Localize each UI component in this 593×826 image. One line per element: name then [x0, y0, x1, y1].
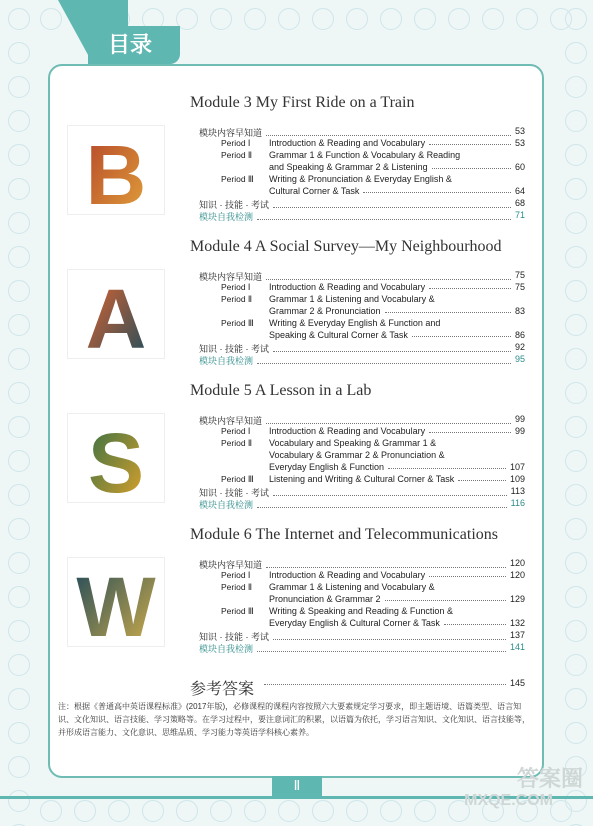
page-ref: 109: [509, 474, 525, 484]
period-entry[interactable]: [269, 318, 525, 328]
pattern-circle-icon: [380, 8, 402, 30]
period-entry[interactable]: [269, 462, 525, 472]
pattern-circle-icon: [565, 416, 587, 438]
period-text: Listening and Writing & Cultural Corner & Task: [269, 474, 455, 484]
watermark-url: MXQE.COM: [464, 792, 553, 809]
pattern-circle-icon: [8, 348, 30, 370]
page-ref: 99: [514, 426, 525, 436]
page-ref: 86: [514, 330, 525, 340]
pattern-circle-icon: [210, 800, 232, 822]
period-entry[interactable]: [269, 570, 525, 580]
toc-entry[interactable]: [199, 354, 525, 367]
module-letter: S: [87, 416, 145, 502]
period-text: Vocabulary and Speaking & Grammar 1 &: [269, 438, 437, 448]
module-heading[interactable]: Module 6 The Internet and Telecommunications: [190, 526, 498, 543]
pattern-circle-icon: [346, 8, 368, 30]
page-ref: 116: [510, 498, 525, 508]
period-text: and Speaking & Grammar 2 & Listening: [269, 162, 428, 172]
page-ref: 68: [514, 198, 525, 208]
page-ref: 75: [514, 270, 525, 280]
pattern-circle-icon: [8, 246, 30, 268]
pattern-circle-icon: [8, 42, 30, 64]
period-text: Cultural Corner & Task: [269, 186, 360, 196]
pattern-circle-icon: [550, 8, 572, 30]
period-text: Vocabulary & Grammar 2 & Pronunciation &: [269, 450, 445, 460]
page-number: Ⅱ: [272, 776, 322, 798]
period-text: Introduction & Reading and Vocabulary: [269, 138, 426, 148]
period-text: Grammar 2 & Pronunciation: [269, 306, 381, 316]
pattern-circle-icon: [278, 8, 300, 30]
pattern-circle-icon: [565, 552, 587, 574]
page-ref: 60: [514, 162, 525, 172]
period-entry[interactable]: [269, 138, 525, 148]
letter-illustration-icon: [68, 414, 164, 502]
pattern-circle-icon: [40, 8, 62, 30]
period-label: Period Ⅲ: [221, 318, 254, 328]
module-letter: B: [85, 128, 147, 214]
period-entry[interactable]: [269, 150, 525, 160]
module-letter-art: [68, 414, 164, 502]
period-entry[interactable]: [269, 294, 525, 304]
pattern-circle-icon: [210, 8, 232, 30]
page-ref: 113: [510, 486, 525, 496]
module-heading[interactable]: Module 4 A Social Survey—My Neighbourhood: [190, 238, 502, 255]
pattern-circle-icon: [565, 654, 587, 676]
pattern-circle-icon: [565, 518, 587, 540]
period-label: Period Ⅲ: [221, 606, 254, 616]
entry-label: 知识 · 技能 · 考试: [199, 344, 269, 354]
pattern-circle-icon: [8, 654, 30, 676]
entry-label: 知识 · 技能 · 考试: [199, 632, 269, 642]
answers-row[interactable]: [260, 678, 525, 688]
pattern-circle-icon: [550, 800, 572, 822]
page-ref: 120: [509, 558, 525, 568]
pattern-circle-icon: [74, 800, 96, 822]
page-ref: 92: [514, 342, 525, 352]
letter-illustration-icon: [68, 270, 164, 358]
period-text: Writing & Speaking and Reading & Function &: [269, 606, 453, 616]
period-entry[interactable]: [269, 174, 525, 184]
module-letter-art: [68, 126, 164, 214]
module-letter: A: [85, 272, 147, 358]
pattern-circle-icon: [108, 800, 130, 822]
pattern-circle-icon: [482, 8, 504, 30]
page-ref: 53: [514, 126, 525, 136]
period-label: Period Ⅱ: [221, 294, 253, 304]
period-label: Period Ⅰ: [221, 138, 251, 148]
pattern-circle-icon: [8, 552, 30, 574]
entry-label: 模块内容早知道: [199, 560, 263, 570]
pattern-circle-icon: [142, 800, 164, 822]
pattern-circle-icon: [565, 484, 587, 506]
entry-label: 模块内容早知道: [199, 128, 263, 138]
period-label: Period Ⅲ: [221, 174, 254, 184]
pattern-circle-icon: [565, 280, 587, 302]
page-ref: 99: [514, 414, 525, 424]
period-text: Everyday English & Function: [269, 462, 385, 472]
pattern-circle-icon: [8, 688, 30, 710]
period-entry[interactable]: [269, 426, 525, 436]
pattern-circle-icon: [8, 518, 30, 540]
pattern-circle-icon: [565, 144, 587, 166]
toc-entry[interactable]: [199, 498, 525, 511]
period-label: Period Ⅰ: [221, 282, 251, 292]
period-entry[interactable]: [269, 594, 525, 604]
pattern-circle-icon: [8, 110, 30, 132]
pattern-circle-icon: [565, 110, 587, 132]
page-ref: 64: [514, 186, 525, 196]
entry-label: 模块自我检测: [199, 644, 254, 654]
period-entry[interactable]: [269, 474, 525, 484]
pattern-circle-icon: [565, 178, 587, 200]
period-text: Grammar 1 & Listening and Vocabulary &: [269, 582, 435, 592]
pattern-circle-icon: [565, 382, 587, 404]
pattern-circle-icon: [565, 620, 587, 642]
period-label: Period Ⅰ: [221, 570, 251, 580]
pattern-circle-icon: [565, 314, 587, 336]
period-text: Introduction & Reading and Vocabulary: [269, 426, 426, 436]
letter-illustration-icon: [68, 126, 164, 214]
pattern-circle-icon: [565, 586, 587, 608]
pattern-circle-icon: [8, 620, 30, 642]
period-label: Period Ⅱ: [221, 150, 253, 160]
page-ref: 71: [514, 210, 525, 220]
pattern-circle-icon: [8, 450, 30, 472]
module-letter-art: [68, 558, 164, 646]
page-ref: 75: [514, 282, 525, 292]
pattern-circle-icon: [176, 800, 198, 822]
entry-label: 模块自我检测: [199, 356, 254, 366]
page-ref: 132: [509, 618, 525, 628]
entry-label: 知识 · 技能 · 考试: [199, 200, 269, 210]
pattern-circle-icon: [565, 246, 587, 268]
entry-label: 模块内容早知道: [199, 416, 263, 426]
toc-entry[interactable]: [199, 210, 525, 223]
period-entry[interactable]: [269, 162, 525, 172]
page-ref: 137: [509, 630, 525, 640]
pattern-circle-icon: [8, 76, 30, 98]
page-ref: 129: [509, 594, 525, 604]
period-text: Writing & Everyday English & Function and: [269, 318, 441, 328]
footnote: 注：根据《普通高中英语课程标准》(2017年版)，必修课程的课程内容按照六大要素规定学习要求，即主题语境、语篇类型、语言知识、文化知识、语言技能、学习策略等。在学习过程中，要注意词汇的积累，以语篇为依托，学习语言知识、文化知识、语言技能等，并形成语言能力、文化意识、思维品质、学习能力等英语学科核心素养。: [58, 702, 530, 737]
pattern-circle-icon: [312, 8, 334, 30]
period-label: Period Ⅲ: [221, 474, 254, 484]
page-title: 目录: [88, 26, 180, 64]
period-text: Pronunciation & Grammar 2: [269, 594, 381, 604]
module-heading[interactable]: Module 5 A Lesson in a Lab: [190, 382, 372, 399]
watermark-logo: 答案圈: [516, 766, 583, 791]
period-text: Writing & Pronunciation & Everyday English &: [269, 174, 452, 184]
period-entry[interactable]: [269, 606, 525, 616]
page-ref: 95: [514, 354, 525, 364]
period-entry[interactable]: [269, 618, 525, 628]
answers-page: 145: [509, 678, 525, 688]
period-label: Period Ⅱ: [221, 438, 253, 448]
pattern-circle-icon: [8, 586, 30, 608]
pattern-circle-icon: [565, 450, 587, 472]
pattern-circle-icon: [8, 144, 30, 166]
pattern-circle-icon: [414, 8, 436, 30]
pattern-circle-icon: [380, 800, 402, 822]
period-text: Introduction & Reading and Vocabulary: [269, 570, 426, 580]
module-letter-art: [68, 270, 164, 358]
pattern-circle-icon: [8, 790, 30, 812]
entry-label: 模块自我检测: [199, 212, 254, 222]
period-entry[interactable]: [269, 282, 525, 292]
pattern-circle-icon: [312, 800, 334, 822]
pattern-circle-icon: [565, 212, 587, 234]
pattern-circle-icon: [8, 416, 30, 438]
period-text: Introduction & Reading and Vocabulary: [269, 282, 426, 292]
pattern-circle-icon: [8, 280, 30, 302]
pattern-circle-icon: [8, 756, 30, 778]
entry-label: 模块自我检测: [199, 500, 254, 510]
period-text: Grammar 1 & Listening and Vocabulary &: [269, 294, 435, 304]
pattern-circle-icon: [565, 722, 587, 744]
pattern-circle-icon: [278, 800, 300, 822]
pattern-circle-icon: [8, 8, 30, 30]
entry-label: 知识 · 技能 · 考试: [199, 488, 269, 498]
page-ref: 141: [509, 642, 525, 652]
pattern-circle-icon: [8, 178, 30, 200]
pattern-circle-icon: [8, 382, 30, 404]
pattern-circle-icon: [565, 42, 587, 64]
period-text: Everyday English & Cultural Corner & Task: [269, 618, 440, 628]
pattern-circle-icon: [414, 800, 436, 822]
toc-entry[interactable]: [199, 642, 525, 655]
pattern-circle-icon: [8, 314, 30, 336]
period-entry[interactable]: [269, 306, 525, 316]
period-entry[interactable]: [269, 450, 525, 460]
page-ref: 83: [514, 306, 525, 316]
period-text: Grammar 1 & Function & Vocabulary & Reading: [269, 150, 461, 160]
pattern-circle-icon: [40, 800, 62, 822]
answers-heading[interactable]: 参考答案: [190, 681, 255, 698]
module-heading[interactable]: Module 3 My First Ride on a Train: [190, 94, 415, 111]
pattern-circle-icon: [244, 800, 266, 822]
period-label: Period Ⅰ: [221, 426, 251, 436]
pattern-circle-icon: [565, 76, 587, 98]
pattern-circle-icon: [8, 212, 30, 234]
pattern-circle-icon: [565, 688, 587, 710]
pattern-circle-icon: [244, 8, 266, 30]
period-entry[interactable]: [269, 582, 525, 592]
page-ref: 107: [509, 462, 525, 472]
pattern-circle-icon: [516, 8, 538, 30]
pattern-circle-icon: [8, 722, 30, 744]
period-entry[interactable]: [269, 330, 525, 340]
pattern-circle-icon: [346, 800, 368, 822]
entry-label: 模块内容早知道: [199, 272, 263, 282]
pattern-circle-icon: [8, 484, 30, 506]
period-entry[interactable]: [269, 438, 525, 448]
period-label: Period Ⅱ: [221, 582, 253, 592]
period-entry[interactable]: [269, 186, 525, 196]
module-letter: W: [76, 560, 156, 646]
page-ref: 53: [514, 138, 525, 148]
pattern-circle-icon: [565, 348, 587, 370]
page-ref: 120: [509, 570, 525, 580]
pattern-circle-icon: [448, 8, 470, 30]
period-text: Speaking & Cultural Corner & Task: [269, 330, 408, 340]
letter-illustration-icon: [68, 558, 164, 646]
